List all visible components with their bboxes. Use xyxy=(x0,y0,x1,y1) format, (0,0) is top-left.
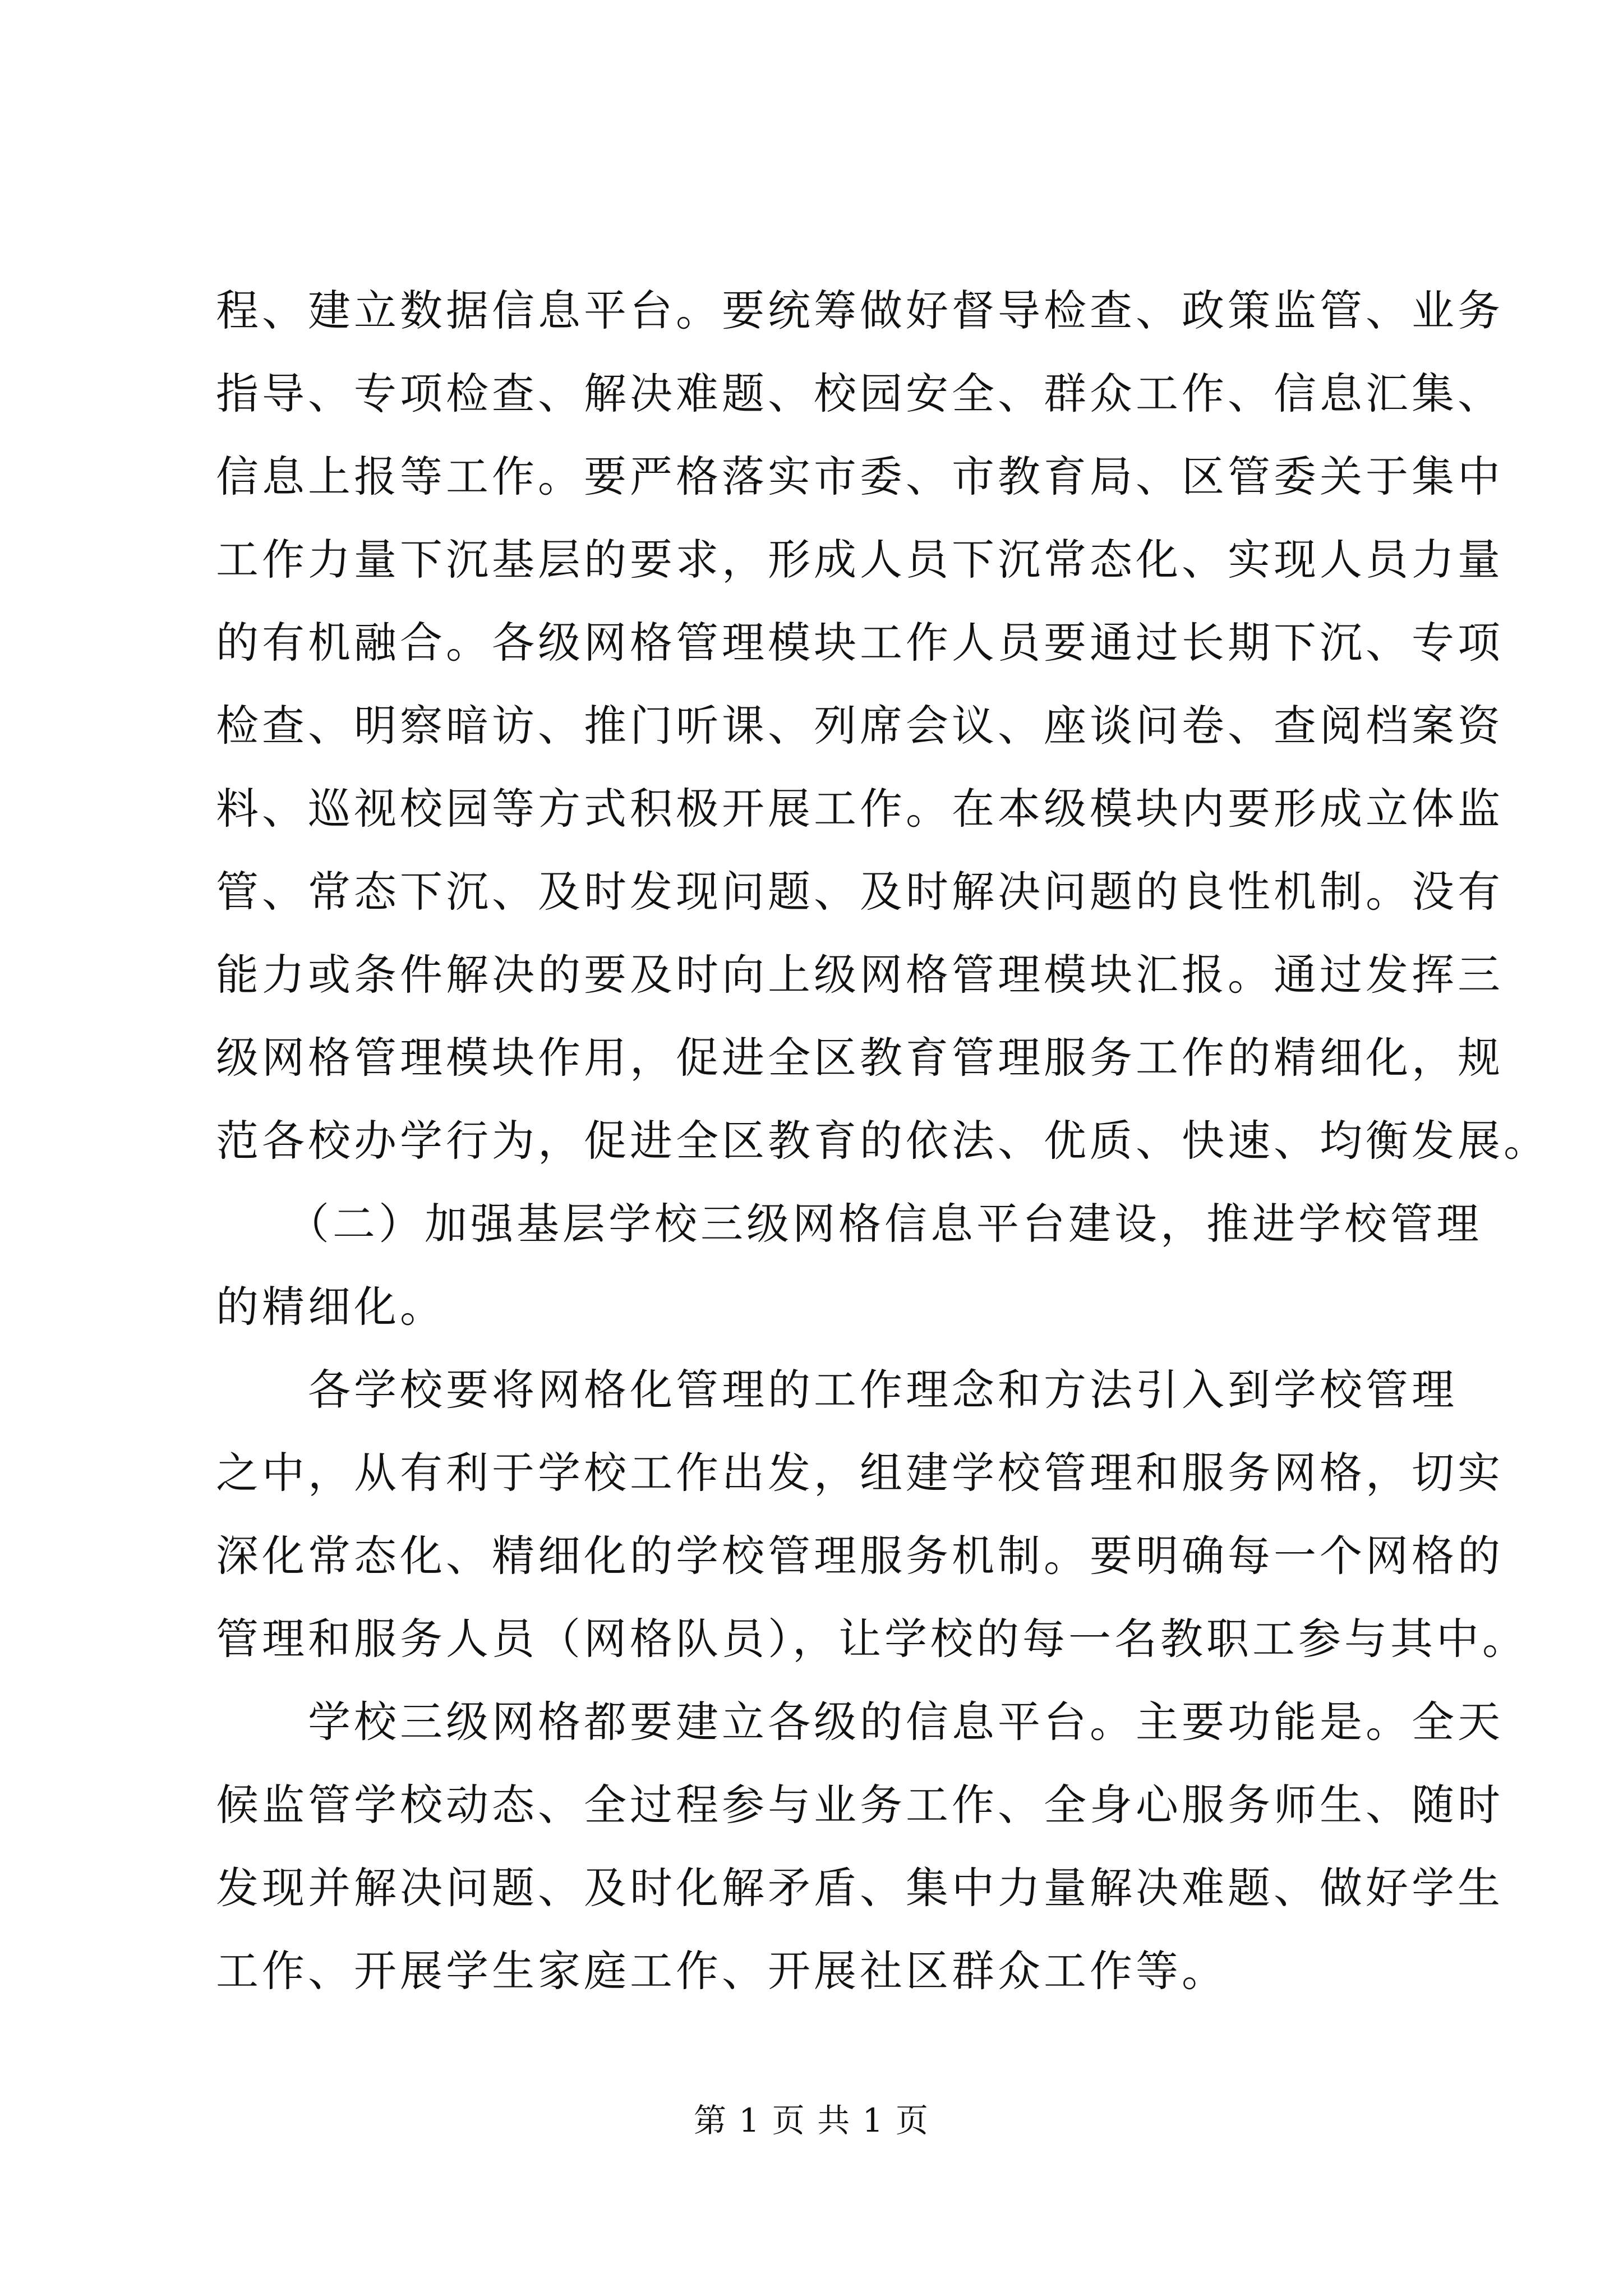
text-line: 信息上报等工作。要严格落实市委、市教育局、区管委关于集中 xyxy=(216,452,1504,501)
text-line: 工作、开展学生家庭工作、开展社区群众工作等。 xyxy=(216,1946,1228,1996)
text-line: 能力或条件解决的要及时向上级网格管理模块汇报。通过发挥三 xyxy=(216,950,1504,1000)
text-line: 之中，从有利于学校工作出发，组建学校管理和服务网格，切实 xyxy=(216,1448,1504,1498)
text-line: 管、常态下沉、及时发现问题、及时解决问题的良性机制。没有 xyxy=(216,867,1504,917)
text-line: 深化常态化、精细化的学校管理服务机制。要明确每一个网格的 xyxy=(216,1531,1504,1581)
page-number-label: 第 1 页 共 1 页 xyxy=(694,2101,929,2139)
text-line: 的有机融合。各级网格管理模块工作人员要通过长期下沉、专项 xyxy=(216,618,1504,668)
text-line: 工作力量下沉基层的要求，形成人员下沉常态化、实现人员力量 xyxy=(216,535,1504,585)
text-line: 指导、专项检查、解决难题、校园安全、群众工作、信息汇集、 xyxy=(216,369,1504,418)
section-heading-line: （二）加强基层学校三级网格信息平台建设，推进学校管理 xyxy=(216,1199,1482,1249)
text-line: 程、建立数据信息平台。要统筹做好督导检查、政策监管、业务 xyxy=(216,286,1504,335)
page-footer xyxy=(0,2098,1623,2143)
text-line: 发现并解决问题、及时化解矛盾、集中力量解决难题、做好学生 xyxy=(216,1863,1504,1913)
text-line: 候监管学校动态、全过程参与业务工作、全身心服务师生、随时 xyxy=(216,1780,1504,1830)
text-line: 级网格管理模块作用，促进全区教育管理服务工作的精细化，规 xyxy=(216,1033,1504,1083)
section-heading-line: 的精细化。 xyxy=(216,1282,446,1332)
text-line: 管理和服务人员（网格队员），让学校的每一名教职工参与其中。 xyxy=(216,1614,1528,1664)
text-line: 检查、明察暗访、推门听课、列席会议、座谈问卷、查阅档案资 xyxy=(216,701,1504,751)
text-line: 学校三级网格都要建立各级的信息平台。主要功能是。全天 xyxy=(216,1697,1504,1747)
text-line: 料、巡视校园等方式积极开展工作。在本级模块内要形成立体监 xyxy=(216,784,1504,834)
text-line: 范各校办学行为，促进全区教育的依法、优质、快速、均衡发展。 xyxy=(216,1116,1550,1166)
text-line: 各学校要将网格化管理的工作理念和方法引入到学校管理 xyxy=(216,1365,1458,1415)
document-body xyxy=(216,269,1550,2013)
